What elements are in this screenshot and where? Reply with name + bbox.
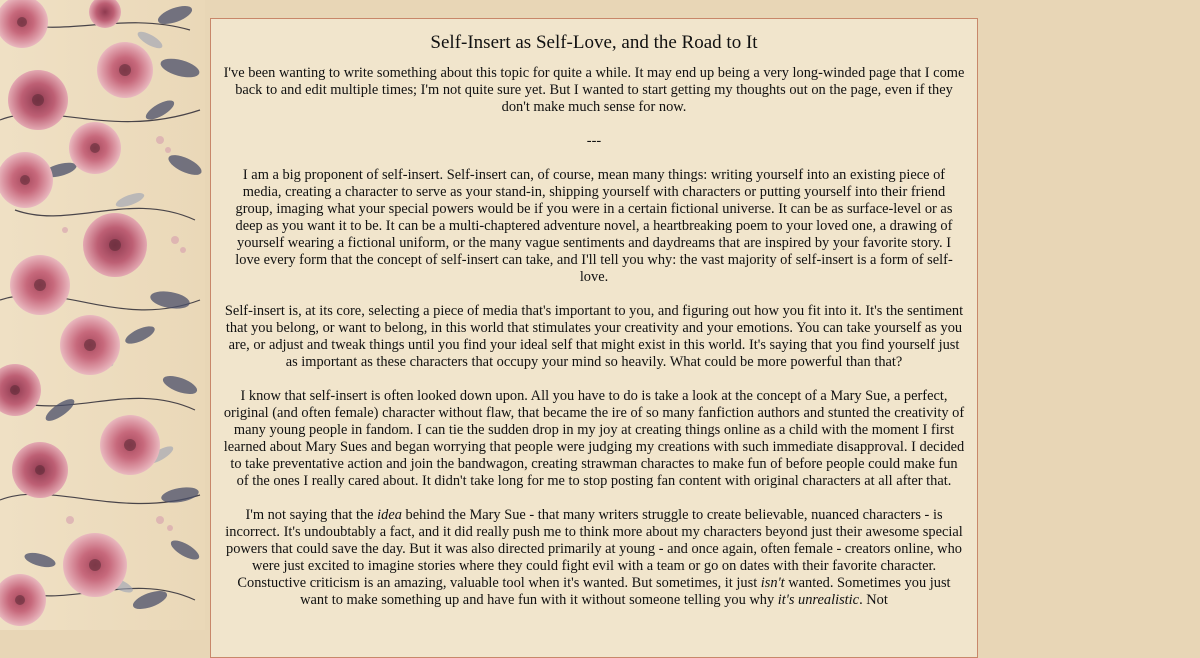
rose-pattern-illustration (0, 0, 205, 630)
paragraph-text: behind the Mary Sue - that many writers struggle to create believable, nuanced characters - is incorrect. It's undoubtably a fact, and it did really push me to think more about my characters beyond just their awesome special powers that could save the day. But it was also directed primarily at young - and once again, often female - creators online, who were just excited to imagine stories where they could fight evil with a team or go on dates with their favorite character. Constuctive criticism is an amazing, valuable tool when it's wanted. But sometimes, it just (225, 507, 963, 591)
floral-border-decoration (0, 0, 205, 630)
paragraph-text: I'm not saying that the (245, 507, 378, 523)
emphasis-text: isn't (760, 575, 785, 591)
article-panel (210, 18, 978, 658)
page-title: Self-Insert as Self-Love, and the Road to It (430, 32, 758, 53)
body-paragraph-4 (223, 507, 965, 609)
emphasis-text: it's unrealistic (777, 592, 860, 608)
body-paragraph-1: I am a big proponent of self-insert. Self-insert can, of course, mean many things: writing yourself into an existing piece of media, creating a character to serve as your stand-in, shipping yourself with characters or putting yourself into their friend group, imaging what your special powers would be if you were in a certain fictional universe. It can be as surface-level or as deep as you want it to be. It can be a multi-chaptered adventure novel, a heartbreaking poem to your loved one, a drawing of yourself wearing a fictional uniform, or the many vague sentiments and daydreams that are inspired by your favorite story. I love every form that the concept of self-insert can take, and I'll tell you why: the vast majority of self-insert is a form of self-love. (235, 167, 953, 285)
paragraph-text: wanted. Sometimes you just want to make something up and have fun with it without someone telling you why (300, 575, 951, 608)
intro-paragraph: I've been wanting to write something about this topic for quite a while. It may end up being a very long-winded page that I come back to and edit multiple times; I'm not quite sure yet. But I wanted to start getting my thoughts out on the page, even if they don't make much sense for now. (223, 65, 965, 115)
body-paragraph-3: I know that self-insert is often looked down upon. All you have to do is take a look at the concept of a Mary Sue, a perfect, original (and often female) character without flaw, that became the ire of so many fanfiction authors and stunted the creativity of many young people in fandom. I can tie the sudden drop in my joy at creating things online as a child with the moment I first learned about Mary Sues and began worrying that people were judging my creations with such immediate disapproval. I decided to take preventative action and join the bandwagon, creating strawman charactes to make fun of before people could make fun of the ones I really cared about. It didn't take long for me to stop posting fan content with original characters at all after that. (223, 388, 965, 489)
emphasis-text: idea (377, 507, 402, 523)
body-paragraph-2: Self-insert is, at its core, selecting a piece of media that's important to you, and figuring out how you fit into it. It's the sentiment that you belong, or want to belong, in this world that stimulates your creativity and your emotions. You can take yourself as you are, or adjust and tweak things until you find your ideal self that might exist in this world. It's saying that you find yourself just as important as these characters that occupy your mind so heavily. What could be more powerful than that? (224, 303, 964, 370)
section-separator: --- (586, 133, 602, 149)
paragraph-text: . Not (859, 592, 888, 608)
